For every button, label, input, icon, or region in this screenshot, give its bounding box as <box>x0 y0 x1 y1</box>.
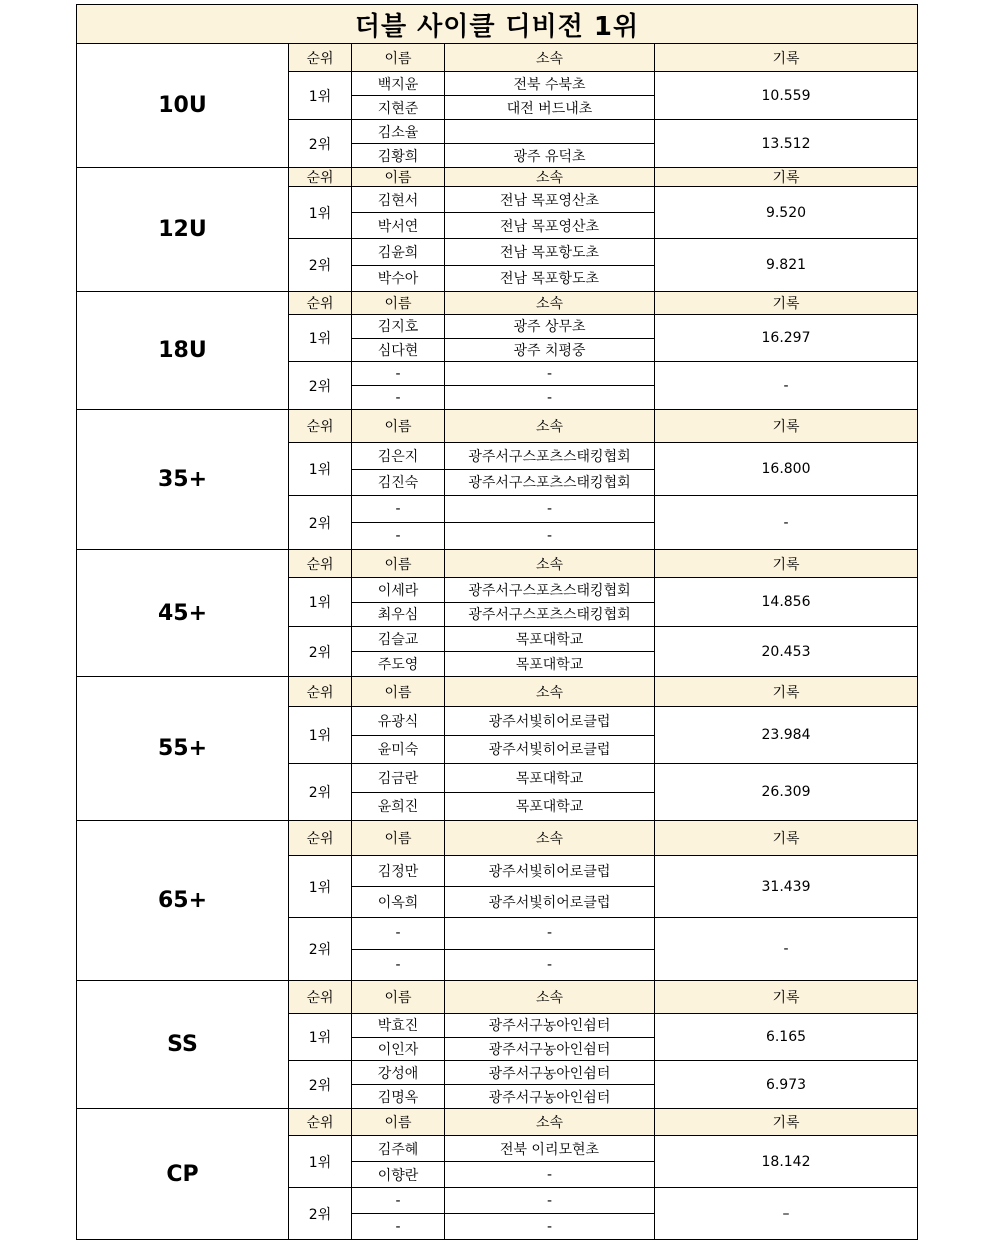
name-cell: 김정만 <box>352 856 445 886</box>
rank-group <box>289 856 917 918</box>
name-cell: 주도영 <box>352 652 445 676</box>
member-row <box>352 1084 655 1108</box>
rank-cell: 2위 <box>289 120 352 167</box>
affiliation-cell: - <box>445 1188 655 1213</box>
rank-group <box>289 627 917 676</box>
rank-cell: 1위 <box>289 1014 352 1060</box>
name-cell: - <box>352 386 445 409</box>
header-rank: 순위 <box>289 1109 352 1135</box>
member-row <box>352 856 655 886</box>
affiliation-cell: - <box>445 362 655 385</box>
member-row <box>352 469 655 496</box>
member-row <box>352 1213 655 1239</box>
name-cell: - <box>352 1188 445 1213</box>
name-cell: 최우심 <box>352 603 445 627</box>
header-record: 기록 <box>772 684 800 701</box>
category-label: 45+ <box>77 550 289 676</box>
header-name: 이름 <box>352 44 445 71</box>
member-row <box>352 120 655 143</box>
header-name: 이름 <box>352 821 445 855</box>
name-cell: 유광식 <box>352 707 445 735</box>
header-affiliation: 소속 <box>445 410 655 442</box>
member-row <box>352 602 655 627</box>
member-row <box>352 522 655 549</box>
rank-cell: 2위 <box>289 1188 352 1239</box>
table-header <box>289 292 917 315</box>
header-affiliation: 소속 <box>445 677 655 706</box>
member-row <box>352 735 655 764</box>
header-record: 기록 <box>772 831 800 847</box>
category-table <box>289 44 917 167</box>
category-table <box>289 821 917 980</box>
category-block <box>76 550 918 677</box>
rank-group <box>289 1188 917 1239</box>
rank-group <box>289 443 917 496</box>
rank-cell: 1위 <box>289 315 352 361</box>
affiliation-cell: 전남 목포영산초 <box>445 187 655 212</box>
record-cell: 20.453 <box>761 643 811 660</box>
header-name: 이름 <box>352 981 445 1013</box>
rank-group <box>289 1014 917 1061</box>
table-header <box>289 677 917 707</box>
name-cell: - <box>352 496 445 522</box>
member-row <box>352 1014 655 1037</box>
affiliation-cell: 광주 유덕초 <box>445 144 655 167</box>
affiliation-cell: 전북 수북초 <box>445 72 655 95</box>
header-rank: 순위 <box>289 981 352 1013</box>
rank-group <box>289 1136 917 1188</box>
record-cell: 16.800 <box>761 461 811 477</box>
rank-group <box>289 315 917 362</box>
rank-cell: 2위 <box>289 496 352 549</box>
name-cell: - <box>352 918 445 949</box>
name-cell: - <box>352 950 445 981</box>
member-row <box>352 918 655 949</box>
affiliation-cell: 광주서구스포츠스태킹협회 <box>445 470 655 496</box>
record-cell: 23.984 <box>761 727 811 743</box>
name-cell: - <box>352 362 445 385</box>
table-header <box>289 821 917 856</box>
category-label: 65+ <box>77 821 289 980</box>
member-row <box>352 265 655 292</box>
category-block <box>76 677 918 821</box>
rank-cell: 2위 <box>289 918 352 980</box>
member-row <box>352 1188 655 1213</box>
rank-group <box>289 187 917 239</box>
name-cell: 김은지 <box>352 443 445 469</box>
member-row <box>352 764 655 792</box>
affiliation-cell: 목포대학교 <box>445 652 655 676</box>
name-cell: 김주혜 <box>352 1136 445 1161</box>
header-name: 이름 <box>352 168 445 186</box>
header-affiliation: 소속 <box>445 550 655 577</box>
affiliation-cell: 전남 목포항도초 <box>445 266 655 292</box>
header-record: 기록 <box>772 419 800 435</box>
member-row <box>352 315 655 338</box>
affiliation-cell: - <box>445 918 655 949</box>
member-row <box>352 496 655 522</box>
category-label: CP <box>77 1109 289 1239</box>
header-rank: 순위 <box>289 821 352 855</box>
name-cell: 심다현 <box>352 339 445 362</box>
record-cell: – <box>782 1205 790 1222</box>
rank-cell: 2위 <box>289 239 352 291</box>
rank-cell: 1위 <box>289 443 352 495</box>
affiliation-cell: - <box>445 1214 655 1239</box>
category-block <box>76 292 918 410</box>
header-rank: 순위 <box>289 410 352 442</box>
category-table <box>289 677 917 820</box>
member-row <box>352 949 655 981</box>
rank-group <box>289 496 917 549</box>
affiliation-cell: 광주서빛히어로클럽 <box>445 736 655 764</box>
affiliation-cell: 광주서빛히어로클럽 <box>445 707 655 735</box>
affiliation-cell: 광주서구스포츠스태킹협회 <box>445 578 655 602</box>
rank-cell: 2위 <box>289 627 352 676</box>
affiliation-cell: 전남 목포영산초 <box>445 213 655 238</box>
rank-cell: 1위 <box>289 578 352 626</box>
affiliation-cell: - <box>445 386 655 409</box>
member-row <box>352 578 655 602</box>
header-affiliation: 소속 <box>445 292 655 314</box>
rank-group <box>289 707 917 764</box>
name-cell: 김소율 <box>352 120 445 143</box>
member-row <box>352 443 655 469</box>
header-record: 기록 <box>772 1115 800 1131</box>
rank-group <box>289 578 917 627</box>
category-table <box>289 550 917 676</box>
rank-group <box>289 764 917 820</box>
member-row <box>352 187 655 212</box>
member-row <box>352 1136 655 1161</box>
record-cell: 6.973 <box>765 1076 807 1093</box>
member-row <box>352 362 655 385</box>
results-sheet <box>76 4 918 1240</box>
affiliation-cell: 목포대학교 <box>445 764 655 792</box>
affiliation-cell: - <box>445 950 655 981</box>
record-cell: 26.309 <box>761 784 811 800</box>
header-record: 기록 <box>772 990 800 1006</box>
name-cell: 박수아 <box>352 266 445 292</box>
header-record: 기록 <box>772 556 800 573</box>
header-rank: 순위 <box>289 550 352 577</box>
record-cell: 10.559 <box>761 87 811 104</box>
affiliation-cell: 목포대학교 <box>445 793 655 821</box>
member-row <box>352 239 655 265</box>
name-cell: - <box>352 1214 445 1239</box>
header-affiliation: 소속 <box>445 1109 655 1135</box>
category-label: 18U <box>77 292 289 409</box>
category-block <box>76 44 918 168</box>
affiliation-cell: 광주서구스포츠스태킹협회 <box>445 443 655 469</box>
rank-cell: 2위 <box>289 1061 352 1108</box>
header-rank: 순위 <box>289 44 352 71</box>
header-affiliation: 소속 <box>445 821 655 855</box>
rank-cell: 1위 <box>289 1136 352 1187</box>
rank-group <box>289 918 917 980</box>
name-cell: 김금란 <box>352 764 445 792</box>
member-row <box>352 212 655 238</box>
category-table <box>289 981 917 1108</box>
rank-group <box>289 1061 917 1108</box>
member-row <box>352 792 655 821</box>
member-row <box>352 1037 655 1061</box>
rank-group <box>289 120 917 167</box>
category-table <box>289 292 917 409</box>
table-header <box>289 1109 917 1136</box>
name-cell: 김명옥 <box>352 1085 445 1108</box>
category-table <box>289 1109 917 1239</box>
member-row <box>352 72 655 95</box>
name-cell: 박효진 <box>352 1014 445 1037</box>
name-cell: 이향란 <box>352 1162 445 1187</box>
name-cell: 지현준 <box>352 96 445 119</box>
header-rank: 순위 <box>289 168 352 186</box>
name-cell: 김윤희 <box>352 239 445 265</box>
record-cell: 14.856 <box>761 594 811 610</box>
affiliation-cell: 광주서구농아인쉼터 <box>445 1061 655 1084</box>
affiliation-cell: 전북 이리모현초 <box>445 1136 655 1161</box>
affiliation-cell: 광주서구농아인쉼터 <box>445 1085 655 1108</box>
category-label: 35+ <box>77 410 289 549</box>
header-name: 이름 <box>352 550 445 577</box>
affiliation-cell: - <box>445 1162 655 1187</box>
member-row <box>352 1161 655 1187</box>
record-cell: 9.520 <box>765 204 807 221</box>
rank-group <box>289 362 917 409</box>
name-cell: 김현서 <box>352 187 445 212</box>
header-affiliation: 소속 <box>445 981 655 1013</box>
affiliation-cell: 목포대학교 <box>445 627 655 651</box>
name-cell: 백지윤 <box>352 72 445 95</box>
name-cell: 윤희진 <box>352 793 445 821</box>
member-row <box>352 1061 655 1084</box>
table-header <box>289 168 917 187</box>
category-block <box>76 1109 918 1240</box>
affiliation-cell: - <box>445 496 655 522</box>
rank-cell: 1위 <box>289 856 352 917</box>
header-name: 이름 <box>352 410 445 442</box>
member-row <box>352 627 655 651</box>
header-affiliation: 소속 <box>445 44 655 71</box>
record-cell: - <box>783 377 789 394</box>
category-table <box>289 410 917 549</box>
member-row <box>352 338 655 362</box>
name-cell: 이인자 <box>352 1038 445 1061</box>
name-cell: 윤미숙 <box>352 736 445 764</box>
header-rank: 순위 <box>289 292 352 314</box>
name-cell: 김슬교 <box>352 627 445 651</box>
affiliation-cell: 광주서구농아인쉼터 <box>445 1014 655 1037</box>
name-cell: 김진숙 <box>352 470 445 496</box>
name-cell: 이옥희 <box>352 887 445 917</box>
table-header <box>289 981 917 1014</box>
rank-cell: 1위 <box>289 707 352 763</box>
category-block <box>76 168 918 292</box>
category-table <box>289 168 917 291</box>
member-row <box>352 651 655 676</box>
affiliation-cell: 광주서구스포츠스태킹협회 <box>445 603 655 627</box>
record-cell: 13.512 <box>761 135 811 152</box>
member-row <box>352 143 655 167</box>
rank-cell: 2위 <box>289 362 352 409</box>
affiliation-cell: 광주 치평중 <box>445 339 655 362</box>
affiliation-cell: 광주서빛히어로클럽 <box>445 856 655 886</box>
header-name: 이름 <box>352 677 445 706</box>
member-row <box>352 886 655 917</box>
affiliation-cell: 광주서빛히어로클럽 <box>445 887 655 917</box>
category-block <box>76 410 918 550</box>
page-title: 더블 사이클 디비전 1위 <box>76 4 918 44</box>
category-label: 12U <box>77 168 289 291</box>
name-cell: 박서연 <box>352 213 445 238</box>
record-cell: 9.821 <box>765 257 807 273</box>
category-block <box>76 981 918 1109</box>
record-cell: 31.439 <box>761 878 811 895</box>
header-record: 기록 <box>772 50 800 67</box>
affiliation-cell: 전남 목포항도초 <box>445 239 655 265</box>
category-list <box>76 44 918 1240</box>
name-cell: 강성애 <box>352 1061 445 1084</box>
name-cell: 이세라 <box>352 578 445 602</box>
member-row <box>352 707 655 735</box>
record-cell: 16.297 <box>761 330 811 346</box>
header-affiliation: 소속 <box>445 168 655 186</box>
category-label: SS <box>77 981 289 1108</box>
category-block <box>76 821 918 981</box>
category-label: 55+ <box>77 677 289 820</box>
header-record: 기록 <box>772 170 800 186</box>
name-cell: 김황희 <box>352 144 445 167</box>
table-header <box>289 44 917 72</box>
record-cell: - <box>783 941 789 957</box>
affiliation-cell: 광주서구농아인쉼터 <box>445 1038 655 1061</box>
rank-cell: 1위 <box>289 187 352 238</box>
member-row <box>352 385 655 409</box>
record-cell: 6.165 <box>765 1029 807 1045</box>
affiliation-cell: - <box>445 523 655 549</box>
affiliation-cell <box>445 120 655 143</box>
rank-group <box>289 239 917 291</box>
table-header <box>289 410 917 443</box>
header-rank: 순위 <box>289 677 352 706</box>
name-cell: 김지호 <box>352 315 445 338</box>
table-header <box>289 550 917 578</box>
member-row <box>352 95 655 119</box>
record-cell: 18.142 <box>761 1153 811 1170</box>
name-cell: - <box>352 523 445 549</box>
header-record: 기록 <box>772 296 800 312</box>
affiliation-cell: 대전 버드내초 <box>445 96 655 119</box>
affiliation-cell: 광주 상무초 <box>445 315 655 338</box>
header-name: 이름 <box>352 292 445 314</box>
header-name: 이름 <box>352 1109 445 1135</box>
category-label: 10U <box>77 44 289 167</box>
rank-cell: 1위 <box>289 72 352 119</box>
rank-cell: 2위 <box>289 764 352 820</box>
rank-group <box>289 72 917 120</box>
record-cell: - <box>783 514 789 531</box>
